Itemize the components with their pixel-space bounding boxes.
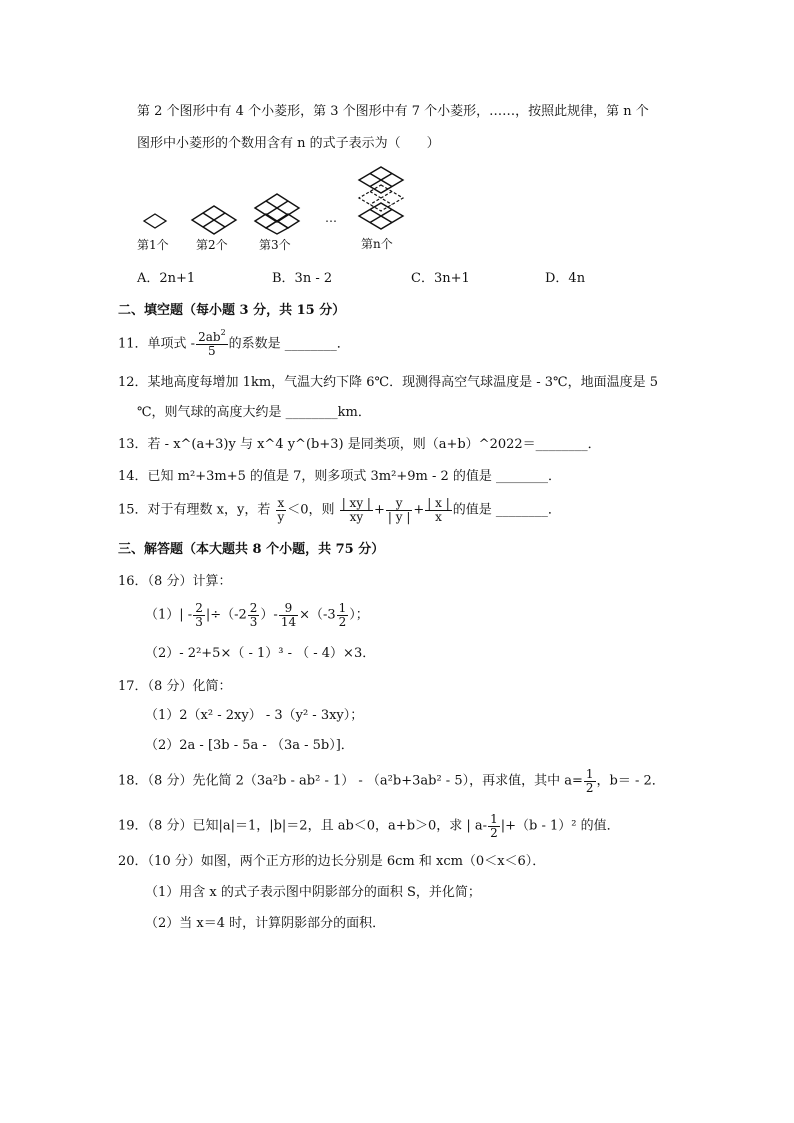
q15-frac-x-over-y: $\frac{x}{y}$ xyxy=(277,496,285,524)
figure-label-3: 第3个 xyxy=(259,238,291,252)
section3-title: 三、解答题（本大题共 8 个小题，共 75 分） xyxy=(118,542,385,557)
q12-line1: 12．某地高度每增加 1km，气温大约下降 6℃．现测得高空气球温度是 - 3℃，地面温度是 5 xyxy=(118,375,658,390)
q10-line1: 第 2 个图形中有 4 个小菱形，第 3 个图形中有 7 个小菱形，……，按照此规律，第 n 个 xyxy=(137,104,649,119)
q11-numerator-exp: 2 xyxy=(220,328,226,337)
rhombus-figure-2 xyxy=(191,205,237,235)
q14: 14．已知 m²+3m+5 的值是 7，则多项式 3m²+9m - 2 的值是 ________． xyxy=(118,469,562,484)
q11-prefix: 11．单项式 - xyxy=(118,336,196,352)
q15-frac-abs-x-x: $\frac{| x |}{x}$ xyxy=(427,496,450,524)
q15-prefix: 15．对于有理数 x，y，若 xyxy=(118,502,271,518)
q11-suffix: 的系数是 ________． xyxy=(228,336,350,352)
q15-suffix: 的值是 ________． xyxy=(452,502,561,518)
q15-lt: ＜0，则 xyxy=(287,502,335,518)
rhombus-figure-n xyxy=(357,165,405,235)
q18: 18．（8 分）先化简 2（3a²b - ab² - 1） - （a²b+3ab² - 5），再求值，其中 a= $\frac{1}{2}$ ，b＝ - 2． xyxy=(118,767,665,795)
q20-head: 20．（10 分）如图，两个正方形的边长分别是 6cm 和 xcm（0＜x＜6）． xyxy=(118,854,546,869)
figure-ellipsis: … xyxy=(325,211,337,225)
q17-part2: （2）2a - [3b - 5a - （3a - 5b）]． xyxy=(145,738,354,753)
option-b: B．3n - 2 xyxy=(272,271,333,286)
option-d: D．4n xyxy=(545,271,586,286)
q20-part1: （1）用含 x 的式子表示图中阴影部分的面积 S，并化简； xyxy=(145,885,481,900)
q16-part2: （2）- 2²+5×（ - 1）³ - （ - 4）×3． xyxy=(145,646,376,661)
figure-label-n: 第n个 xyxy=(361,237,393,251)
q16-part1: （1）| - $\frac{2}{3}$ |÷（-2 $\frac{2}{3}$ ）- $\frac{9}{14}$ ×（-3 $\frac{1}{2}$ ）； xyxy=(145,601,369,629)
q15-frac-y-abs-y: $\frac{y}{| y |}$ xyxy=(387,496,411,524)
section2-title: 二、填空题（每小题 3 分，共 15 分） xyxy=(118,303,346,318)
q11-numerator: 2ab xyxy=(198,330,221,344)
q15-frac-abs-xy: $\frac{| xy |}{xy}$ xyxy=(341,496,371,524)
q12-line2: ℃，则气球的高度大约是 ________km． xyxy=(137,405,371,420)
q16-head: 16．（8 分）计算： xyxy=(118,574,232,589)
q19: 19．（8 分）已知|a|＝1，|b|＝2，且 ab＜0，a+b＞0，求 | a- $\frac{1}{2}$ |+（b - 1）² 的值． xyxy=(118,812,620,840)
rhombus-figure-1 xyxy=(143,213,167,229)
q17-head: 17．（8 分）化简： xyxy=(118,679,232,694)
q11-fraction xyxy=(196,328,228,358)
q11 xyxy=(118,328,350,358)
figure-label-2: 第2个 xyxy=(196,238,228,252)
q20-part2: （2）当 x＝4 时，计算阴影部分的面积． xyxy=(145,916,386,931)
figure-label-1: 第1个 xyxy=(137,238,169,252)
q11-denominator: 5 xyxy=(208,343,216,358)
q17-part1: （1）2（x² - 2xy） - 3（y² - 3xy）； xyxy=(145,708,364,723)
q10-line2: 图形中小菱形的个数用含有 n 的式子表示为（ ） xyxy=(137,136,440,151)
rhombus-figure-3 xyxy=(254,193,300,235)
q13: 13．若 - x^(a+3)y 与 x^4 y^(b+3) 是同类项，则（a+b）^2022＝________． xyxy=(118,437,601,452)
q15: 15．对于有理数 x，y，若 $\frac{x}{y}$ ＜0，则 $\frac{| xy |}{xy}$ + $\frac{y}{| y |}$ + $\frac{| x |}{x}$ 的值是 ________． xyxy=(118,496,561,524)
option-a: A．2n+1 xyxy=(137,271,196,286)
option-c: C．3n+1 xyxy=(411,271,470,286)
